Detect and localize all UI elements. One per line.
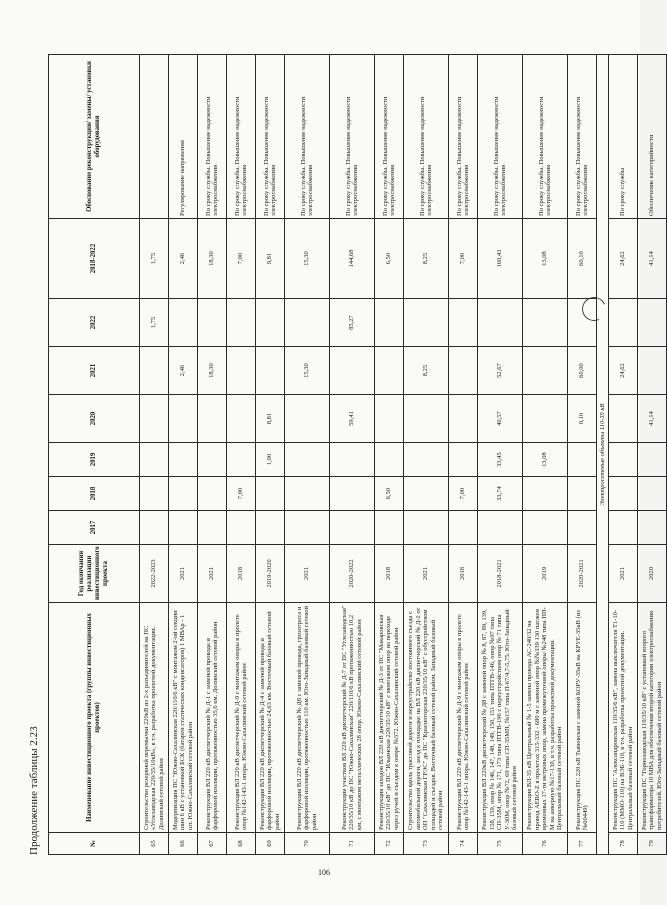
table-cell [285,299,330,347]
table-cell [609,477,638,511]
table-cell [638,511,667,545]
table-cell: 2020 [638,545,667,603]
table-cell: 6,50 [375,477,404,511]
table-cell [568,477,597,511]
table-cell [227,511,256,545]
table-cell [140,55,169,219]
table-cell: 8,25 [404,347,449,395]
header-row [49,55,140,855]
table-row [227,55,256,855]
table-cell [449,511,478,545]
table-cell [609,511,638,545]
table-cell: 2021 [285,545,330,603]
table-cell: 1,00 [256,443,285,477]
table-cell: 144,68 [330,219,375,299]
table-cell: 2022-2023 [140,545,169,603]
table-cell: 85,27 [330,299,375,347]
table-cell: 68 [227,833,256,855]
column-header: 2019 [49,443,140,477]
table-row [609,55,638,855]
table-cell: 8,81 [256,395,285,443]
table-cell [140,443,169,477]
table-cell: 7,00 [227,219,256,299]
table-cell [568,511,597,545]
table-cell [330,511,375,545]
table-cell [638,347,667,395]
column-header: 2018-2022 [49,219,140,299]
table-cell: Реконструкция ВЛ 220 кВ диспетчерский № Д-9 с монтажом опоры в пролете опор №142-143-1 опора. Южно-Сахалинский сетевой район [449,603,478,833]
table-cell: 41,14 [638,219,667,299]
table-cell: 77 [568,833,597,855]
table-row [449,55,478,855]
table-cell [285,511,330,545]
table-cell: Строительство резервной перемычки 220кВ из 2-х разъединителей на ПС «Углезаводская 220/35/10кВ», в т.ч. разработка проектной документации. Долинский сетевой район [140,603,169,833]
table-cell [609,443,638,477]
table-cell: По сроку службы. Повышение надежности электроснабжения [568,55,597,219]
table-cell [638,299,667,347]
table-cell [169,477,198,511]
table-cell [375,511,404,545]
table-cell: 18,30 [198,219,227,299]
table-row [140,55,169,855]
table-cell: Реконструкция ВЛ 220 кВ диспетчерский № Д8 с заменой провода, грозотроса и фарфоровой изоляции, протяженностью 110 км. Юго-Западный базовый сетевой район [285,603,330,833]
table-cell: 60,00 [568,347,597,395]
table-cell: Реконструкция ПС "Горнозаводская 110/35/10 кВ" с установкой второго трансформатора 10 МВА для обеспечения второй категории электроснабжения потребителей. Юго-Западный базовый сетевой район [638,603,667,833]
table-cell [449,299,478,347]
section-row [597,55,609,855]
table-row [330,55,375,855]
table-cell: 2,46 [169,347,198,395]
table-cell [330,443,375,477]
table-cell: Реконструкция ВЛ-35 кВ Центральный № 1-5 замена провода АС-240/32 на провод AERO-Z в пролетах 315-332 - 680 м с заменой опор №№339 130 пасжен временных 17-ти метровых опор, замена промежуточной опоры №248 типа ПП-М на анкерную №17-130, в т.ч. разработка проектной документации. Центральный базовый сетевой район [523,603,568,833]
column-header: Год окончания реализации инвестиционного проекта [49,545,140,603]
table-cell: 76 [523,833,568,855]
table-cell [140,477,169,511]
table-cell: 66 [169,833,198,855]
table-cell: 160,43 [478,219,523,299]
table-cell: 78 [609,833,638,855]
table-row [404,55,449,855]
table-cell: По сроку службы. Повышение надежности электроснабжения [198,55,227,219]
table-cell [285,443,330,477]
table-row [198,55,227,855]
table-cell [169,395,198,443]
table-cell: 2018 [375,545,404,603]
table-row [256,55,285,855]
table-cell: 6,50 [375,219,404,299]
table-cell [375,443,404,477]
table-cell [285,477,330,511]
table-cell: 65 [140,833,169,855]
table-cell: 0,10 [568,395,597,443]
table-cell: 60,10 [568,219,597,299]
table-cell: Реконструкция участков ВЛ 220 кВ диспетчерский № Д-7 от ПС "Углезаводская" 220/35/10 кВ до ПС "Южно-Сахалинская" 220/110/6 кВ протяженностью 10,2 км, с монтажом металлических 28 опор. Южно-Сахалинский сетевой район [330,603,375,833]
table-cell [140,395,169,443]
table-cell [256,299,285,347]
table-cell: 13,08 [523,219,568,299]
investment-table [48,54,667,855]
table-cell [198,395,227,443]
table-row [478,55,523,855]
table-cell: 2018 [449,545,478,603]
table-cell: 33,74 [478,477,523,511]
table-cell [198,443,227,477]
table-cell: 40,57 [478,395,523,443]
table-cell [169,299,198,347]
table-cell [568,299,597,347]
table-cell: 2020-2021 [568,545,597,603]
table-cell: Строительство вдоль трассовой дороги и переустройство постоянного съезда с автомобильной дороги, заезд к площадке на ВЛ 220 кВ диспетчерский № Д-2 от ОП "Сахалинская ГРЭС" до ПС "Красногорская 220/35/10 кВ" с обустройством площадей и съездов. Восточный базовый сетевой район. Западный базовый сетевой район [404,603,449,833]
section-title: Электросетевые объекты 110-35 кВ [597,55,609,855]
table-cell [404,511,449,545]
table-cell [227,443,256,477]
table-cell [523,299,568,347]
table-cell [478,511,523,545]
table-cell: 1,75 [140,299,169,347]
table-cell: 2019-2020 [256,545,285,603]
table-cell: По сроку службы. Повышение надежности электроснабжения [256,55,285,219]
table-cell [478,299,523,347]
table-cell [638,443,667,477]
table-row [169,55,198,855]
table-cell [140,511,169,545]
table-cell [198,511,227,545]
table-cell [198,299,227,347]
table-cell: 33,45 [478,443,523,477]
column-header: 2020 [49,395,140,443]
table-cell: Реконструкция ВЛ 220 кВ диспетчерский № Д-4 с заменой провода и фарфоровой изоляции, протяженностью 24,63 км. Восточный базовый сетевой район [256,603,285,833]
table-cell [256,511,285,545]
table-cell: Реконструкция ВЛ 220 кВ диспетчерский № Д-9 с монтажом опоры в пролете опор №142-143-1 опора. Южно-Сахалинский сетевой район [227,603,256,833]
table-cell [609,395,638,443]
table-cell: Реконструкция заходов ВЛ 220 кВ диспетчерский № Д-3 от ПС "Макаровская 220/35/10 кВ" до ПС "Ильинская 220/35/10 кВ" с монтажом опор на переходе через ручей и съездом к опоре №372. Южно-Сахалинский сетевой район [375,603,404,833]
table-cell: 2021 [169,545,198,603]
table-cell: 2019 [523,545,568,603]
table-cell: Реконструкция ПС "Александровская 110/35/6 кВ", замена выключателя Т1-10-110 (ММО-110) на ВЭБ-110, в т.ч. разработка проектной документации. Центральный базовый сетевой район [609,603,638,833]
table-cell [523,395,568,443]
table-cell: 75 [478,833,523,855]
table-cell: Регулирование напряжения [169,55,198,219]
table-cell [449,395,478,443]
table-cell: Реконструкция ПС 220 кВ Тымовская с заменой КОРУ-35кВ на КРУЕ-35кВ (из №60449) [568,603,597,833]
table-cell: 24,62 [609,347,638,395]
table-cell [375,395,404,443]
table-cell [227,395,256,443]
table-cell: 74 [449,833,478,855]
column-header: № [49,833,140,855]
table-cell: 1,75 [140,219,169,299]
table-cell: 2018 [227,545,256,603]
table-cell: 79 [638,833,667,855]
table-cell: 24,62 [609,219,638,299]
table-cell [330,477,375,511]
table-cell: 7,00 [449,219,478,299]
table-cell: 67 [198,833,227,855]
table-cell: 71 [330,833,375,855]
page-number: 106 [318,868,330,877]
table-cell: 2021 [404,545,449,603]
table-cell: 70 [285,833,330,855]
column-header: 2022 [49,299,140,347]
table-cell [198,477,227,511]
table-cell: 73 [404,833,449,855]
table-cell [523,511,568,545]
table-cell [169,511,198,545]
column-header: 2018 [49,477,140,511]
table-cell [375,347,404,395]
table-cell: По сроку службы. Повышение надежности электроснабжения [227,55,256,219]
table-cell: 15,30 [285,347,330,395]
table-cell: 2021 [198,545,227,603]
column-header: 2017 [49,511,140,545]
table-body [140,55,667,855]
table-cell: По сроку службы [609,55,638,219]
table-cell [449,347,478,395]
table-cell [140,347,169,395]
table-cell: 2020-2022 [330,545,375,603]
table-cell: Реконструкция ВЛ 220 кВ диспетчерский № Д-1 с заменой провода и фарфоровой изоляции, протяженностью 35,6 км. Долинский сетевой район [198,603,227,833]
table-cell: 2021 [609,545,638,603]
table-cell: По сроку службы. Повышение надежности электроснабжения [404,55,449,219]
table-cell: 7,00 [449,477,478,511]
table-cell: 15,30 [285,219,330,299]
table-cell: 2018-2021 [478,545,523,603]
table-cell: 13,08 [523,443,568,477]
table-cell [449,443,478,477]
table-cell: По сроку службы. Повышение надежности электроснабжения [449,55,478,219]
table-cell: По сроку службы. Повышение надежности электроснабжения [285,55,330,219]
table-cell: 18,30 [198,347,227,395]
table-cell [169,443,198,477]
table-cell: Модернизация ПС "Южно-Сахалинская 220/110/6 кВ" с монтажом 2-ой секции шин 6 кВ с установкой БСК (батареи статических конденсаторов) 1 МВАр - 1 шт. Южно-Сахалинский сетевой район [169,603,198,833]
table-row [375,55,404,855]
column-header: 2021 [49,347,140,395]
table-cell [404,477,449,511]
table-cell: 41,14 [638,395,667,443]
table-cell: По сроку службы. Повышение надежности электроснабжения [523,55,568,219]
table-cell [256,477,285,511]
table-cell [404,443,449,477]
table-cell: Обеспечение категорийности [638,55,667,219]
table-row [523,55,568,855]
rotated-table-area [28,55,663,855]
table-cell: 59,41 [330,395,375,443]
table-cell [523,477,568,511]
table-cell: По сроку службы. Повышение надежности электроснабжения [375,55,404,219]
column-header: Обоснование реконструкции/ замены/ установки оборудования [49,55,140,219]
table-cell [523,347,568,395]
table-cell: По сроку службы. Повышение надежности электроснабжения [330,55,375,219]
table-cell [609,299,638,347]
table-cell: 69 [256,833,285,855]
table-row [638,55,667,855]
table-row [568,55,597,855]
table-row [285,55,330,855]
table-cell [404,395,449,443]
table-cell [568,443,597,477]
table-cell: 9,81 [256,219,285,299]
table-cell: 7,00 [227,477,256,511]
table-cell [330,347,375,395]
table-cell: 2,46 [169,219,198,299]
table-cell [638,477,667,511]
table-cell [256,347,285,395]
table-cell: 52,67 [478,347,523,395]
table-cell: 72 [375,833,404,855]
table-cell: Реконструкция ВЛ 220кВ диспетчерский № Д8 с заменой опор № 8, 87, 89, 139, 158, 159, опор № 146, 147, 148, 149, 150, 151 типа ПТГВ-146, опор №97 типа СП-35М, опор № 171, 173 типа ПТГВ-196 с переустройством опор № 71 типа У-30М, опор №72, 69 типа СП-35МП, №157 типа П-67/4,7-5,75. Юго-Западный базовый сетевой район [478,603,523,833]
table-cell: 8,25 [404,219,449,299]
table-caption: Продолжение таблицы 2.23 [28,726,40,855]
table-cell [285,395,330,443]
table-cell [404,299,449,347]
table-cell: По сроку службы. Повышение надежности электроснабжения [478,55,523,219]
table-cell [375,299,404,347]
table-cell [227,299,256,347]
table-cell [227,347,256,395]
column-header: Наименование инвестиционного проекта (группы инвестиционных проектов) [49,603,140,833]
